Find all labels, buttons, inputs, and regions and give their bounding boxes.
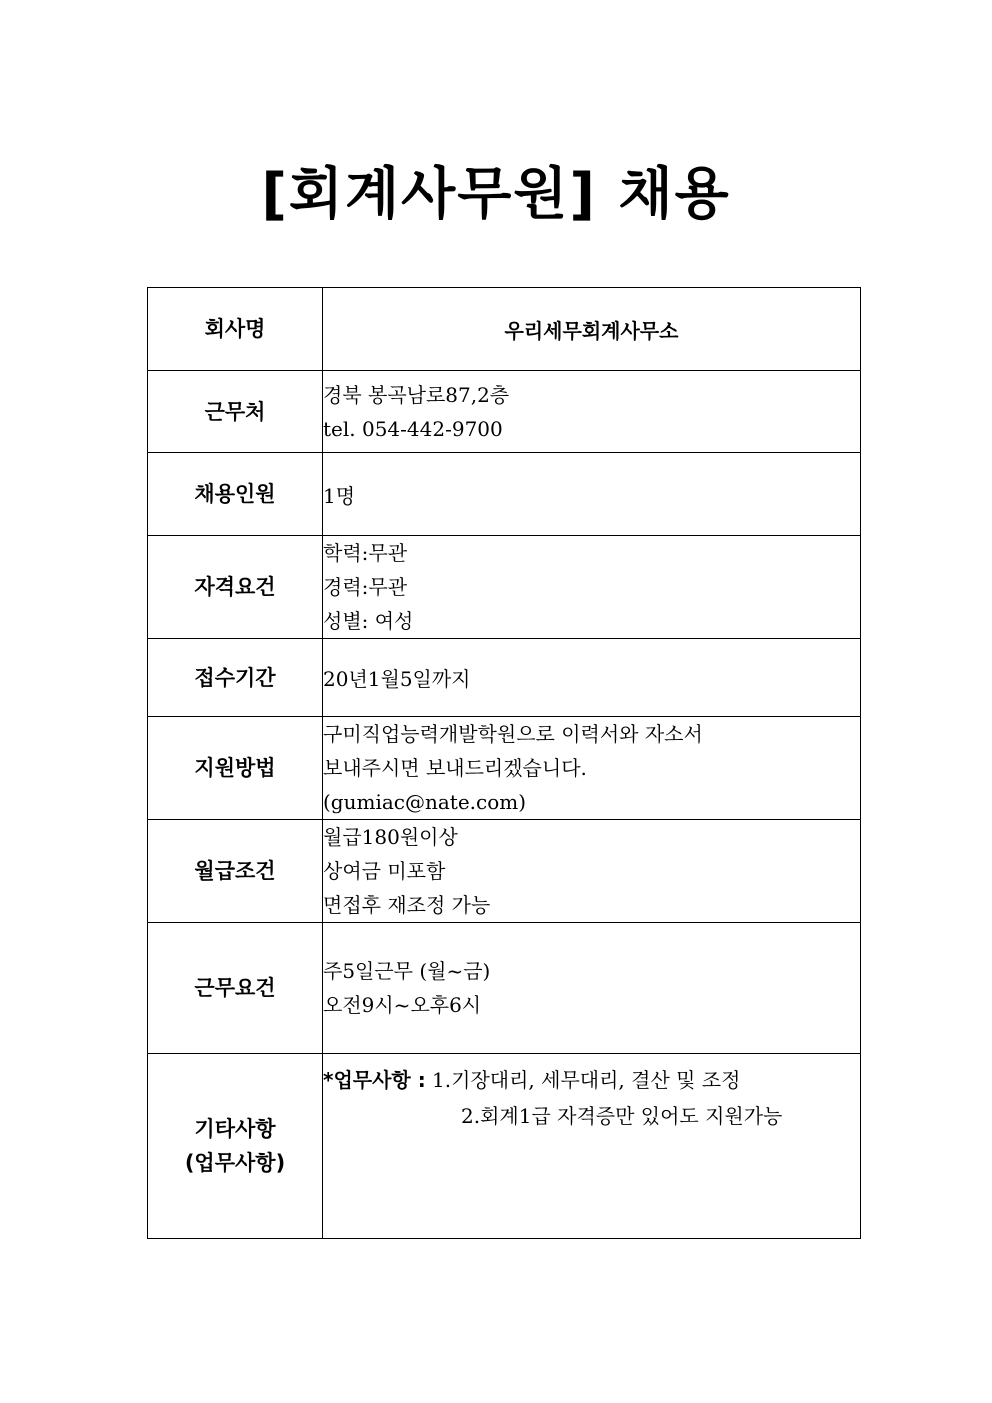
value-other bbox=[323, 1054, 861, 1239]
page-title: [회계사무원] 채용 bbox=[261, 162, 731, 227]
workplace-phone: tel. 054-442-9700 bbox=[323, 416, 503, 441]
workplace-address: 경북 봉곡남로87,2층 bbox=[323, 382, 510, 407]
qualification-education: 학력:무관 bbox=[323, 541, 408, 565]
salary-line-2: 상여금 미포함 bbox=[323, 859, 446, 883]
label-apply: 지원방법 bbox=[148, 717, 323, 820]
value-period: 20년1월5일까지 bbox=[323, 639, 861, 717]
row-qualification bbox=[148, 536, 861, 639]
label-other bbox=[148, 1054, 323, 1239]
value-apply bbox=[323, 717, 861, 820]
job-posting-table bbox=[147, 287, 861, 1239]
row-other bbox=[148, 1054, 861, 1239]
apply-line-1: 구미직업능력개발학원으로 이력서와 자소서 bbox=[323, 722, 703, 746]
hours-days: 주5일근무 (월~금) bbox=[323, 959, 491, 983]
row-salary bbox=[148, 820, 861, 923]
value-workplace bbox=[323, 371, 861, 453]
label-period: 접수기간 bbox=[148, 639, 323, 717]
row-headcount bbox=[148, 453, 861, 536]
qualification-gender: 성별: 여성 bbox=[323, 609, 414, 633]
label-other-line-2: (업무사항) bbox=[184, 1151, 286, 1175]
row-period bbox=[148, 639, 861, 717]
value-qualification bbox=[323, 536, 861, 639]
row-apply bbox=[148, 717, 861, 820]
salary-line-1: 월급180원이상 bbox=[323, 825, 458, 849]
hours-time: 오전9시~오후6시 bbox=[323, 993, 482, 1017]
duty-line-1 bbox=[323, 1062, 860, 1098]
label-salary: 월급조건 bbox=[148, 820, 323, 923]
label-company: 회사명 bbox=[148, 288, 323, 371]
row-workplace bbox=[148, 371, 861, 453]
row-hours bbox=[148, 923, 861, 1054]
value-headcount: 1명 bbox=[323, 453, 861, 536]
apply-email: (gumiac@nate.com) bbox=[323, 790, 527, 814]
value-company: 우리세무회계사무소 bbox=[323, 288, 861, 371]
label-hours: 근무요건 bbox=[148, 923, 323, 1054]
duty-item-2: 2.회계1급 자격증만 있어도 지원가능 bbox=[461, 1104, 783, 1128]
label-workplace: 근무처 bbox=[148, 371, 323, 453]
duty-heading: *업무사항 : bbox=[323, 1068, 426, 1092]
qualification-experience: 경력:무관 bbox=[323, 575, 408, 599]
label-qualification: 자격요건 bbox=[148, 536, 323, 639]
label-headcount: 채용인원 bbox=[148, 453, 323, 536]
salary-line-3: 면접후 재조정 가능 bbox=[323, 893, 491, 917]
value-hours bbox=[323, 923, 861, 1054]
row-company bbox=[148, 288, 861, 371]
duty-item-1: 1.기장대리, 세무대리, 결산 및 조정 bbox=[425, 1068, 741, 1092]
apply-line-2: 보내주시면 보내드리겠습니다. bbox=[323, 756, 587, 780]
label-other-line-1: 기타사항 bbox=[194, 1117, 276, 1141]
value-salary bbox=[323, 820, 861, 923]
